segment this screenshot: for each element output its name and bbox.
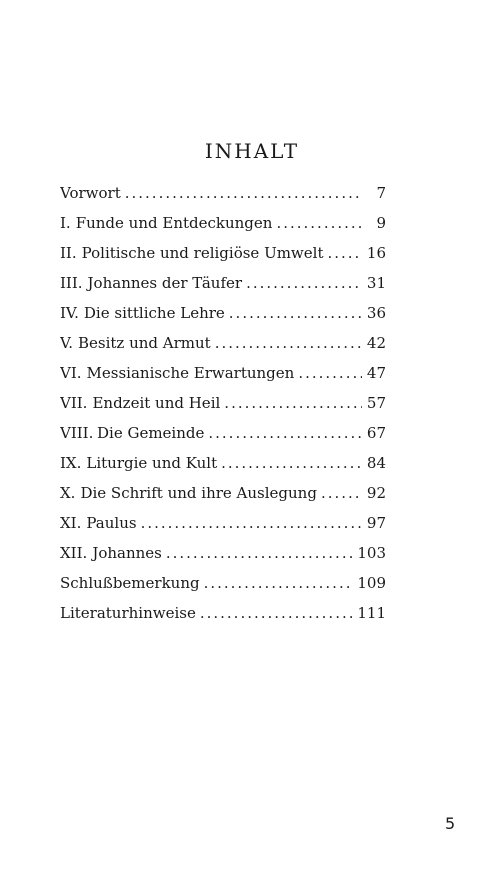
toc-entry-number: II. — [60, 244, 77, 262]
page-title: INHALT — [204, 139, 300, 163]
toc-entry — [60, 538, 386, 568]
toc-entry-number: IV. — [60, 304, 79, 322]
leader-dots — [200, 604, 354, 622]
toc-entry — [60, 208, 386, 238]
toc-entry-page: 36 — [366, 304, 386, 322]
toc-entry-number: IX. — [60, 454, 82, 472]
toc-entry-page: 16 — [366, 244, 386, 262]
toc-entry-label: Liturgie und Kult — [86, 454, 218, 472]
toc-entry-label: Die Gemeinde — [97, 424, 205, 442]
toc-entry-number: XII. — [60, 544, 88, 562]
leader-dots — [204, 574, 354, 592]
leader-dots — [298, 364, 362, 382]
toc-entry-page: 84 — [366, 454, 386, 472]
toc-entry-number: XI. — [60, 514, 82, 532]
toc-entry — [60, 178, 386, 208]
toc-entry-page: 67 — [366, 424, 386, 442]
toc-entry-label: Politische und religiöse Umwelt — [81, 244, 324, 262]
toc-entry-number: V. — [60, 334, 73, 352]
table-of-contents — [60, 178, 386, 628]
toc-entry — [60, 238, 386, 268]
toc-entry-page: 7 — [376, 184, 386, 202]
leader-dots — [141, 514, 362, 532]
leader-dots — [276, 214, 362, 232]
toc-entry-label: Endzeit und Heil — [92, 394, 221, 412]
leader-dots — [229, 304, 362, 322]
toc-entry-label: Johannes der Täufer — [87, 274, 243, 292]
toc-entry-label: Funde und Entdeckungen — [75, 214, 273, 232]
toc-entry — [60, 598, 386, 628]
toc-entry-page: 31 — [366, 274, 386, 292]
toc-entry-page: 57 — [366, 394, 386, 412]
leader-dots — [221, 454, 362, 472]
toc-entry-label: Die sittliche Lehre — [83, 304, 225, 322]
leader-dots — [321, 484, 362, 502]
toc-entry-page: 47 — [366, 364, 386, 382]
toc-entry-number: X. — [60, 484, 76, 502]
toc-entry-label: Literaturhinweise — [60, 604, 196, 622]
leader-dots — [215, 334, 362, 352]
toc-entry-label: Messianische Erwartungen — [86, 364, 295, 382]
toc-entry-page: 42 — [366, 334, 386, 352]
toc-entry-label: Vorwort — [60, 184, 121, 202]
toc-entry-page: 92 — [366, 484, 386, 502]
toc-entry-number: VI. — [60, 364, 82, 382]
toc-entry-label: Die Schrift und ihre Auslegung — [80, 484, 317, 502]
toc-entry — [60, 388, 386, 418]
toc-entry-label: Besitz und Armut — [77, 334, 211, 352]
toc-entry-label: Schlußbemerkung — [60, 574, 200, 592]
toc-entry-page: 109 — [357, 574, 386, 592]
toc-entry — [60, 448, 386, 478]
toc-entry-number: I. — [60, 214, 71, 232]
toc-entry-page: 9 — [376, 214, 386, 232]
toc-entry — [60, 298, 386, 328]
toc-entry — [60, 358, 386, 388]
toc-entry — [60, 268, 386, 298]
toc-entry-label: Paulus — [86, 514, 137, 532]
toc-entry — [60, 328, 386, 358]
toc-entry-page: 103 — [357, 544, 386, 562]
leader-dots — [246, 274, 362, 292]
toc-entry — [60, 478, 386, 508]
toc-entry — [60, 418, 386, 448]
leader-dots — [208, 424, 362, 442]
toc-entry — [60, 508, 386, 538]
page-number: 5 — [445, 814, 456, 833]
toc-entry-label: Johannes — [92, 544, 162, 562]
leader-dots — [327, 244, 362, 262]
toc-entry-number: III. — [60, 274, 83, 292]
toc-entry-number: VII. — [60, 394, 88, 412]
leader-dots — [125, 184, 362, 202]
toc-entry-number: VIII. — [60, 424, 94, 442]
toc-entry — [60, 568, 386, 598]
toc-entry-page: 97 — [366, 514, 386, 532]
leader-dots — [224, 394, 362, 412]
leader-dots — [166, 544, 354, 562]
toc-entry-page: 111 — [357, 604, 386, 622]
